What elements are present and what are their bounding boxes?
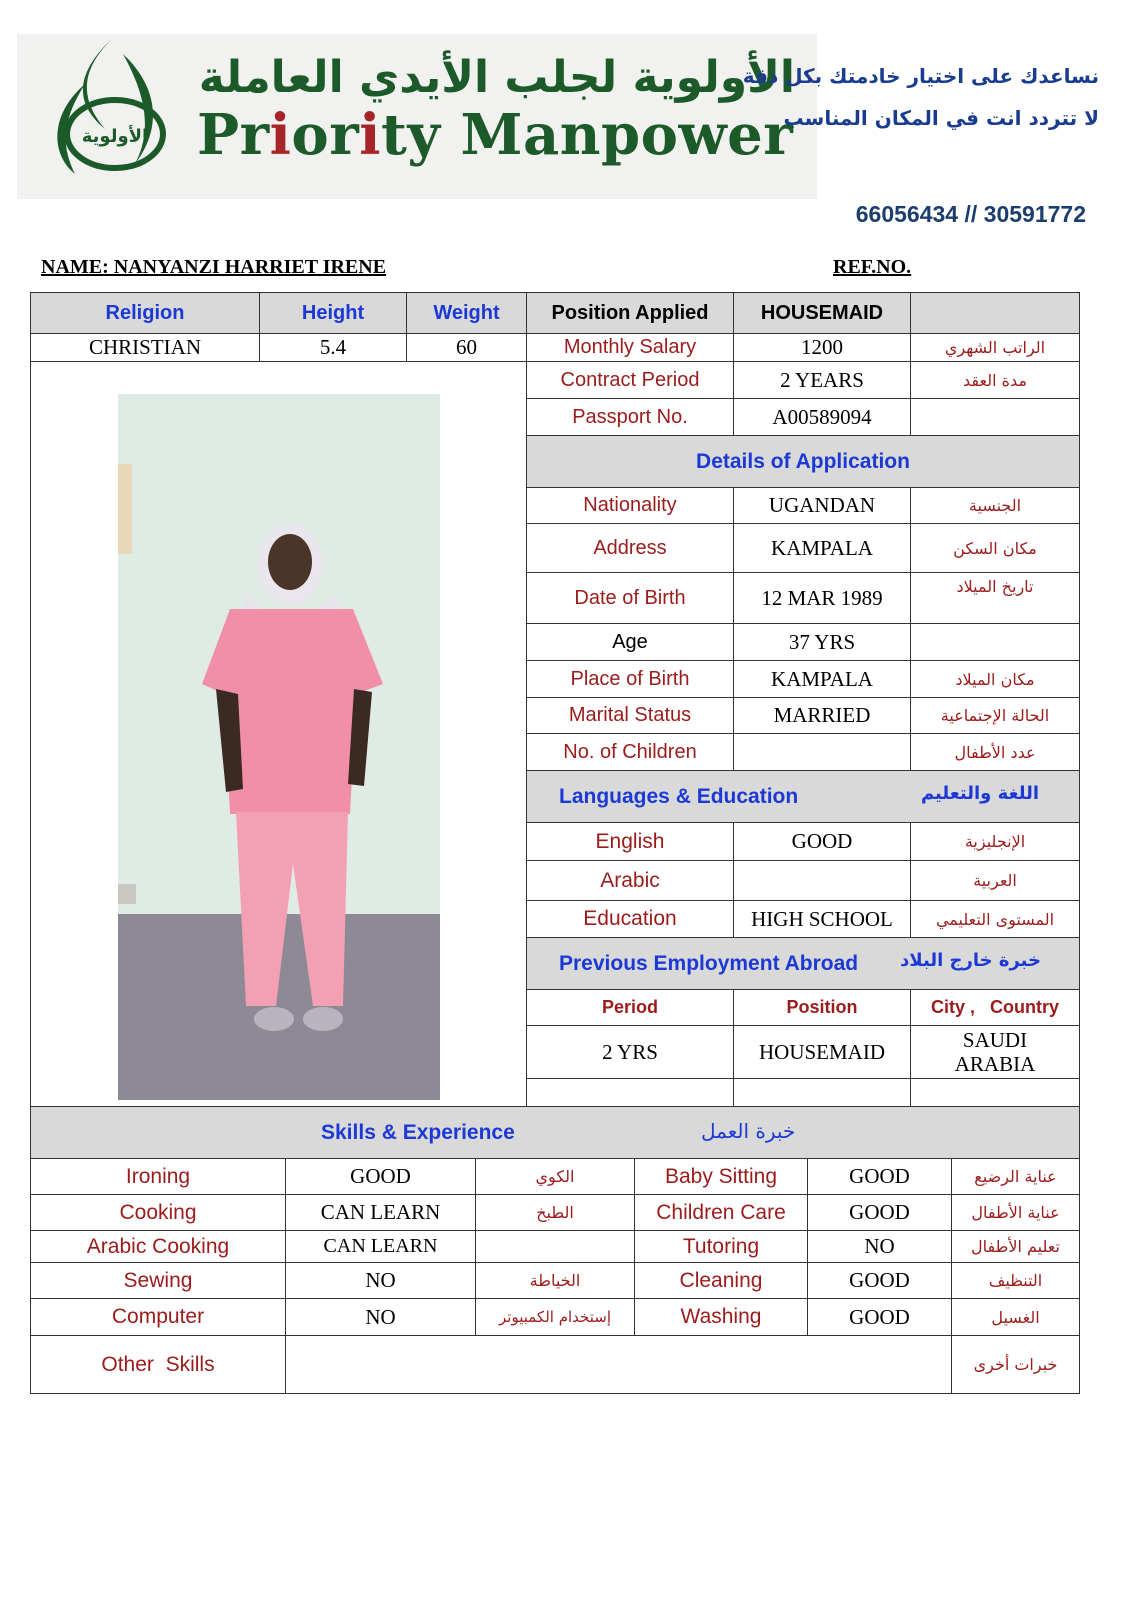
contact-phones: 66056434 // 30591772 <box>855 201 1086 227</box>
monthly-salary-label: Monthly Salary <box>526 333 734 362</box>
skill-arabic-cooking-arabic <box>475 1230 635 1263</box>
skill-baby-sitting-value: GOOD <box>807 1158 952 1195</box>
passport-no-value: A00589094 <box>733 398 911 436</box>
slogan-line-1: نساعدك على اختيار خادمتك بكل دقة <box>742 64 1099 88</box>
education-value: HIGH SCHOOL <box>733 900 911 938</box>
skill-sewing-arabic: الخياطة <box>475 1262 635 1299</box>
skill-children-care-value: GOOD <box>807 1194 952 1231</box>
skill-ironing-label: Ironing <box>30 1158 286 1195</box>
age-label: Age <box>526 623 734 661</box>
employment-title-text: Previous Employment Abroad <box>559 952 859 975</box>
date-of-birth-arabic: تاريخ الميلاد <box>910 572 1080 624</box>
place-of-birth-arabic: مكان الميلاد <box>910 660 1080 698</box>
skill-ironing-value: GOOD <box>285 1158 476 1195</box>
religion-header: Religion <box>30 292 260 334</box>
position-arabic-cell <box>910 292 1080 334</box>
nationality-arabic: الجنسية <box>910 487 1080 524</box>
candidate-name: NAME: NANYANZI HARRIET IRENE <box>41 256 387 278</box>
english-arabic: الإنجليزية <box>910 822 1080 861</box>
position-applied-header: Position Applied <box>526 292 734 334</box>
nationality-label: Nationality <box>526 487 734 524</box>
skill-baby-sitting-arabic: عناية الرضيع <box>951 1158 1080 1195</box>
other-skills-value <box>285 1335 952 1394</box>
skill-washing-value: GOOD <box>807 1298 952 1336</box>
employment-period-header: Period <box>526 989 734 1026</box>
no-of-children-value <box>733 733 911 771</box>
employment-empty-position <box>733 1078 911 1107</box>
no-of-children-label: No. of Children <box>526 733 734 771</box>
skill-sewing-value: NO <box>285 1262 476 1299</box>
skill-computer-arabic: إستخدام الكمبيوتر <box>475 1298 635 1336</box>
skill-computer-label: Computer <box>30 1298 286 1336</box>
education-label: Education <box>526 900 734 938</box>
skill-cooking-arabic: الطبخ <box>475 1194 635 1231</box>
monthly-salary-value: 1200 <box>733 333 911 362</box>
passport-no-label: Passport No. <box>526 398 734 436</box>
languages-section-title <box>526 770 1080 823</box>
no-of-children-arabic: عدد الأطفال <box>910 733 1080 771</box>
arabic-language-arabic: العربية <box>910 860 1080 901</box>
company-name-english: Priority Manpower <box>197 102 794 168</box>
skill-tutoring-arabic: تعليم الأطفال <box>951 1230 1080 1263</box>
skill-cooking-label: Cooking <box>30 1194 286 1231</box>
languages-title-text: Languages & Education <box>559 785 799 808</box>
education-arabic: المستوى التعليمي <box>910 900 1080 938</box>
skill-arabic-cooking-value: CAN LEARN <box>285 1230 476 1263</box>
skill-baby-sitting-label: Baby Sitting <box>634 1158 808 1195</box>
skills-title-text: Skills & Experience <box>321 1121 515 1144</box>
employment-place-header: City , Country <box>910 989 1080 1026</box>
skill-washing-arabic: الغسيل <box>951 1298 1080 1336</box>
slogan-line-2: لا تتردد انت في المكان المناسب <box>783 106 1099 130</box>
weight-header: Weight <box>406 292 527 334</box>
skill-cleaning-label: Cleaning <box>634 1262 808 1299</box>
logo-arabic-text: الأولوية <box>81 126 149 147</box>
arabic-language-label: Arabic <box>526 860 734 901</box>
age-arabic <box>910 623 1080 661</box>
other-skills-label: Other Skills <box>30 1335 286 1394</box>
skills-title-arabic: خبرة العمل <box>701 1119 796 1143</box>
employment-place-value <box>910 1025 1080 1079</box>
skill-tutoring-label: Tutoring <box>634 1230 808 1263</box>
nationality-value: UGANDAN <box>733 487 911 524</box>
address-label: Address <box>526 523 734 573</box>
english-value: GOOD <box>733 822 911 861</box>
candidate-photo <box>118 394 440 1100</box>
height-value: 5.4 <box>259 333 407 362</box>
skill-computer-value: NO <box>285 1298 476 1336</box>
skill-children-care-label: Children Care <box>634 1194 808 1231</box>
company-logo-icon <box>45 34 170 194</box>
skill-cleaning-arabic: التنظيف <box>951 1262 1080 1299</box>
employment-period-value: 2 YRS <box>526 1025 734 1079</box>
skill-cleaning-value: GOOD <box>807 1262 952 1299</box>
arabic-language-value <box>733 860 911 901</box>
skill-ironing-arabic: الكوي <box>475 1158 635 1195</box>
skill-sewing-label: Sewing <box>30 1262 286 1299</box>
address-arabic: مكان السكن <box>910 523 1080 573</box>
contract-period-label: Contract Period <box>526 361 734 399</box>
employment-empty-period <box>526 1078 734 1107</box>
address-value: KAMPALA <box>733 523 911 573</box>
contract-period-arabic: مدة العقد <box>910 361 1080 399</box>
position-applied-value: HOUSEMAID <box>733 292 911 334</box>
reference-number: REF.NO. <box>833 256 912 278</box>
marital-status-value: MARRIED <box>733 697 911 734</box>
employment-place-line-1: SAUDI <box>962 1028 1028 1052</box>
employment-section-title <box>526 937 1080 990</box>
date-of-birth-value: 12 MAR 1989 <box>733 572 911 624</box>
other-skills-arabic: خبرات أخرى <box>951 1335 1080 1394</box>
skill-arabic-cooking-label: Arabic Cooking <box>30 1230 286 1263</box>
skill-washing-label: Washing <box>634 1298 808 1336</box>
employment-empty-place <box>910 1078 1080 1107</box>
employment-position-value: HOUSEMAID <box>733 1025 911 1079</box>
age-value: 37 YRS <box>733 623 911 661</box>
passport-no-arabic <box>910 398 1080 436</box>
skill-tutoring-value: NO <box>807 1230 952 1263</box>
skills-section-title <box>30 1106 1080 1159</box>
skill-children-care-arabic: عناية الأطفال <box>951 1194 1080 1231</box>
details-section-title: Details of Application <box>526 435 1080 488</box>
height-header: Height <box>259 292 407 334</box>
skill-cooking-value: CAN LEARN <box>285 1194 476 1231</box>
employment-position-header: Position <box>733 989 911 1026</box>
contract-period-value: 2 YEARS <box>733 361 911 399</box>
place-of-birth-value: KAMPALA <box>733 660 911 698</box>
employment-place-line-2: ARABIA <box>954 1052 1036 1076</box>
marital-status-arabic: الحالة الإجتماعية <box>910 697 1080 734</box>
languages-title-arabic: اللغة والتعليم <box>920 783 1039 804</box>
employment-title-arabic: خبرة خارج البلاد <box>900 950 1041 971</box>
place-of-birth-label: Place of Birth <box>526 660 734 698</box>
weight-value: 60 <box>406 333 527 362</box>
company-name-arabic: الأولوية لجلب الأيدي العاملة <box>198 52 795 103</box>
date-of-birth-label: Date of Birth <box>526 572 734 624</box>
company-header-banner <box>17 34 817 199</box>
monthly-salary-arabic: الراتب الشهري <box>910 333 1080 362</box>
marital-status-label: Marital Status <box>526 697 734 734</box>
english-label: English <box>526 822 734 861</box>
religion-value: CHRISTIAN <box>30 333 260 362</box>
